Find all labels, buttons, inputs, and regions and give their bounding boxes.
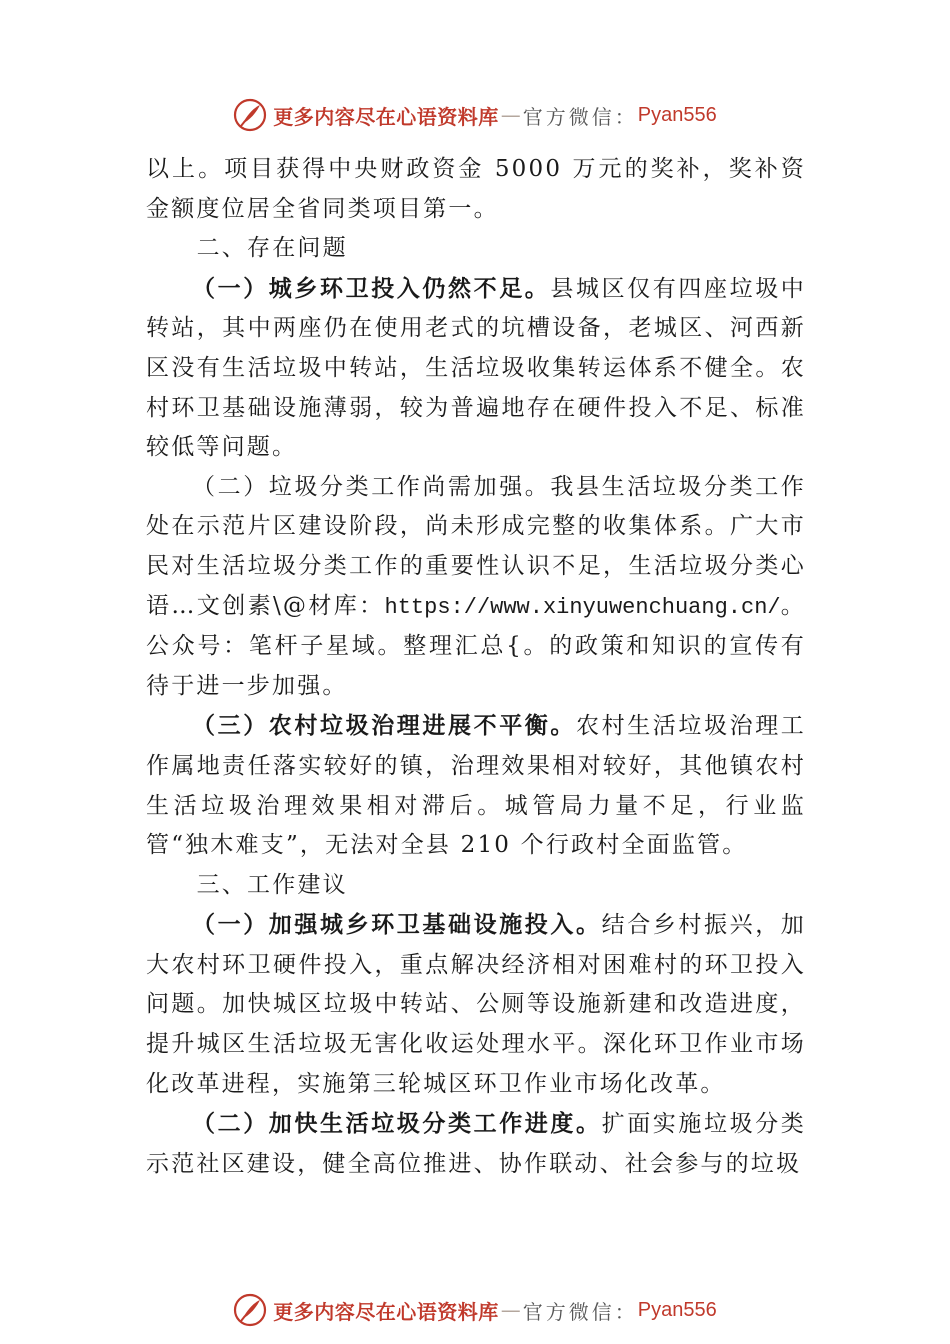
problem-2-text-a: （二）垃圾分类工作尚需加强。我县生活垃圾分类工作处在示范片区建设阶段，尚未形成完整的收集体系。广大市民对生活垃圾分类工作的重要性认识不足，生活垃圾分类心语…文创素\@材库： xyxy=(146,473,806,619)
problem-3-title: （三）农村垃圾治理进展不平衡。 xyxy=(192,712,576,740)
banner-brand: 更多内容尽在心语资料库 xyxy=(273,1299,499,1324)
suggestion-1-title: （一）加强城乡环卫基础设施投入。 xyxy=(192,911,602,939)
watermark-banner-bottom xyxy=(0,1290,950,1330)
section-heading-problems: 二、存在问题 xyxy=(196,235,348,262)
watermark-banner-top xyxy=(0,95,950,135)
banner-wechat-id: Pyan556 xyxy=(637,1298,717,1321)
problem-3-text: 农村生活垃圾治理工作属地责任落实较好的镇，治理效果相对较好，其他镇农村生活垃圾治理效果相对滞后。城管局力量不足，行业监管“独木难支”，无法对全县 210 个行政村全面监管。 xyxy=(146,713,806,859)
problem-1-title: （一）城乡环卫投入仍然不足。 xyxy=(192,274,551,302)
banner-wechat-label: 官方微信： xyxy=(522,1299,638,1324)
quill-pen-logo-icon xyxy=(233,1293,267,1327)
suggestion-1-text: 结合乡村振兴，加大农村环卫硬件投入，重点解决经济相对困难村的环卫投入问题。加快城区垃圾中转站、公厕等设施新建和改造进度， 提升城区生活垃圾无害化收运处理水平。深化环卫作业市场化改革进程，实施第三轮城区环卫作业市场化改革。 xyxy=(146,912,806,1097)
suggestion-2-title: （二）加快生活垃圾分类工作进度。 xyxy=(192,1110,602,1138)
paragraph-problem-3 xyxy=(146,706,806,865)
paragraph-suggestion-1 xyxy=(146,905,806,1104)
problem-2-text-b: 。公众号：笔杆子星域。整理汇总{。的政策和知识的宣传有待于进一步加强。 xyxy=(146,592,807,699)
paragraph-problem-1 xyxy=(146,269,806,468)
banner-separator: — xyxy=(500,1298,521,1322)
problem-2-url: https://www.xinyuwenchuang.cn/ xyxy=(384,594,781,620)
banner-wechat-id: Pyan556 xyxy=(637,103,717,126)
paragraph-intro: 以上。项目获得中央财政资金 5000 万元的奖补，奖补资金额度位居全省同类项目第一。 xyxy=(146,156,806,222)
document-body xyxy=(146,150,806,1184)
banner-brand: 更多内容尽在心语资料库 xyxy=(273,104,499,129)
quill-pen-logo-icon xyxy=(233,98,267,132)
banner-separator: — xyxy=(500,103,521,127)
section-heading-suggestions: 三、工作建议 xyxy=(196,871,348,898)
paragraph-problem-2 xyxy=(146,468,806,707)
paragraph-suggestion-2 xyxy=(146,1104,806,1184)
suggestion-2-text: 扩面实施垃圾分类示范社区建设，健全高位推进、协作联动、社会参与的垃圾 xyxy=(146,1111,806,1177)
banner-wechat-label: 官方微信： xyxy=(522,104,638,129)
problem-1-text: 县城区仅有四座垃圾中转站，其中两座仍在使用老式的坑槽设备，老城区、河西新区没有生活垃圾中转站，生活垃圾收集转运体系不健全。农村环卫基础设施薄弱，较为普遍地存在硬件投入不足、标准较低等问题。 xyxy=(146,275,807,461)
